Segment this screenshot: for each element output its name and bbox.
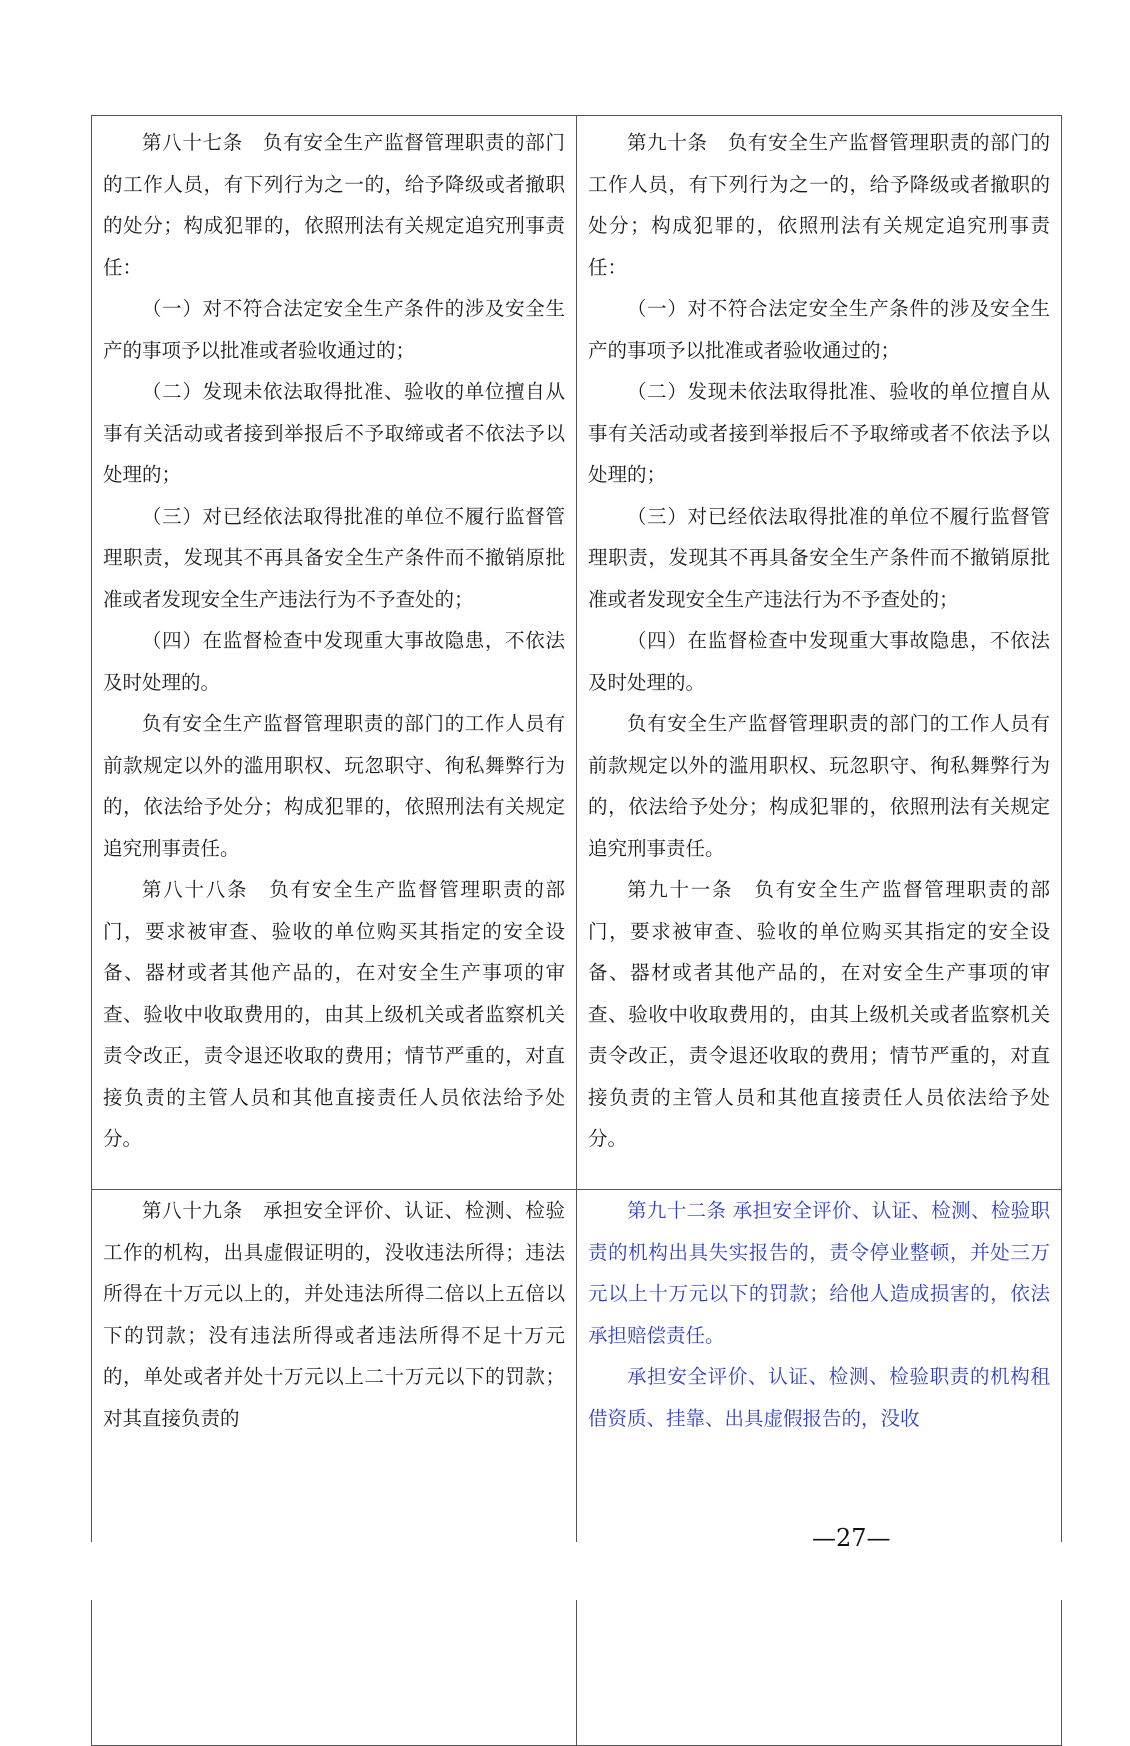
article-90-item-2: （二）发现未依法取得批准、验收的单位擅自从事有关活动或者接到举报后不予取缔或者不依法予以处理的； [588, 380, 1050, 486]
article-87-item-3: （三）对已经依法取得批准的单位不履行监督管理职责，发现其不再具备安全生产条件而不撤销原批准或者发现安全生产违法行为不予查处的； [103, 504, 565, 611]
article-90-item-4: （四）在监督检查中发现重大事故隐患，不依法及时处理的。 [588, 629, 1050, 694]
article-87-item-2: （二）发现未依法取得批准、验收的单位擅自从事有关活动或者接到举报后不予取缔或者不依法予以处理的； [103, 380, 565, 486]
article-87-item-1: （一）对不符合法定安全生产条件的涉及安全生产的事项予以批准或者验收通过的； [103, 297, 565, 362]
table-row [92, 116, 1062, 1190]
law-comparison-table [91, 115, 1062, 1746]
new-text-cell [577, 116, 1062, 1190]
article-90-paragraph-2: 负有安全生产监督管理职责的部门的工作人员有前款规定以外的滥用职权、玩忽职守、徇私舞弊行为的，依法给予处分；构成犯罪的，依照刑法有关规定追究刑事责任。 [588, 712, 1050, 860]
article-92-paragraph-2: 承担安全评价、认证、检测、检验职责的机构租借资质、挂靠、出具虚假报告的，没收 [588, 1365, 1050, 1430]
article-90: 第九十条 负有安全生产监督管理职责的部门的工作人员，有下列行为之一的，给予降级或者撤职的处分；构成犯罪的，依照刑法有关规定追究刑事责任： [588, 131, 1050, 279]
page-number: —27— [812, 1524, 891, 1552]
article-90-item-1: （一）对不符合法定安全生产条件的涉及安全生产的事项予以批准或者验收通过的； [588, 297, 1050, 362]
article-88: 第八十八条 负有安全生产监督管理职责的部门，要求被审查、验收的单位购买其指定的安全设备、器材或者其他产品的，在对安全生产事项的审查、验收中收取费用的，由其上级机关或者监察机关责令改正，责令退还收取的费用；情节严重的，对直接负责的主管人员和其他直接责任人员依法给予处分。 [103, 878, 565, 1150]
article-90-item-3: （三）对已经依法取得批准的单位不履行监督管理职责，发现其不再具备安全生产条件而不撤销原批准或者发现安全生产违法行为不予查处的； [588, 504, 1050, 611]
article-89: 第八十九条 承担安全评价、认证、检测、检验工作的机构，出具虚假证明的，没收违法所得；违法所得在十万元以上的，并处违法所得二倍以上五倍以下的罚款；没有违法所得或者违法所得不足十万元的，单处或者并处十万元以上二十万元以下的罚款；对其直接负责的 [103, 1199, 565, 1430]
table-row [92, 1190, 1062, 1746]
old-text-cell [92, 1190, 577, 1746]
article-92: 第九十二条 承担安全评价、认证、检测、检验职责的机构出具失实报告的，责令停业整顿，并处三万元以上十万元以下的罚款；给他人造成损害的，依法承担赔偿责任。 [588, 1199, 1050, 1347]
article-87-paragraph-2: 负有安全生产监督管理职责的部门的工作人员有前款规定以外的滥用职权、玩忽职守、徇私舞弊行为的，依法给予处分；构成犯罪的，依照刑法有关规定追究刑事责任。 [103, 712, 565, 860]
page-bottom-margin [0, 1542, 1130, 1600]
new-text-cell-amended [577, 1190, 1062, 1746]
old-text-cell [92, 116, 577, 1190]
article-91: 第九十一条 负有安全生产监督管理职责的部门，要求被审查、验收的单位购买其指定的安全设备、器材或者其他产品的，在对安全生产事项的审查、验收中收取费用的，由其上级机关或者监察机关责令改正，责令退还收取的费用；情节严重的，对直接负责的主管人员和其他直接责任人员依法给予处分。 [588, 878, 1050, 1150]
article-87: 第八十七条 负有安全生产监督管理职责的部门的工作人员，有下列行为之一的，给予降级或者撤职的处分；构成犯罪的，依照刑法有关规定追究刑事责任： [103, 131, 565, 279]
article-87-item-4: （四）在监督检查中发现重大事故隐患，不依法及时处理的。 [103, 629, 565, 694]
